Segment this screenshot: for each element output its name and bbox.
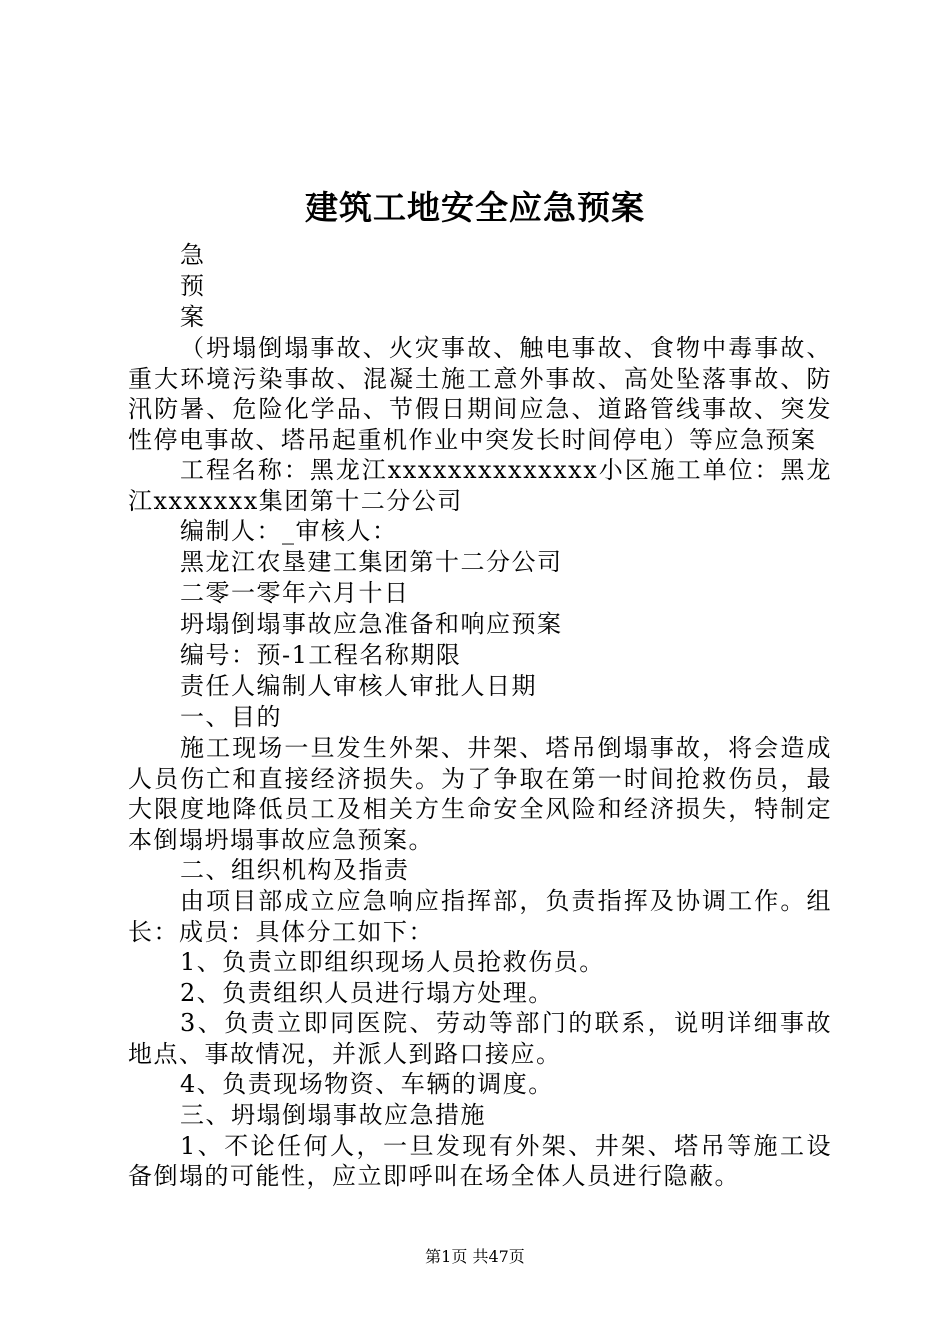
vertical-char-1: 急 [180, 241, 206, 269]
page-footer: 第1页 共47页 [425, 1247, 525, 1266]
duty-item: 3、负责立即同医院、劳动等部门的联系，说明详细事故地点、事故情况，并派人到路口接应。 [128, 1009, 832, 1068]
duty-item: 2、负责组织人员进行塌方处理。 [180, 978, 554, 1007]
section-paragraph-purpose: 施工现场一旦发生外架、井架、塔吊倒塌事故，将会造成人员伤亡和直接经济损失。为了争取在第一时间抢救伤员，最大限度地降低员工及相关方生命安全风险和经济损失，特制定本倒塌坍塌事故应急预案。 [128, 734, 832, 854]
number-line: 编号：预-1工程名称期限 [180, 641, 462, 669]
section-paragraph-organization: 由项目部成立应急响应指挥部，负责指挥及协调工作。组长：成员：具体分工如下： [128, 887, 832, 946]
duty-item: 4、负责现场物资、车辆的调度。 [180, 1070, 554, 1098]
duty-item: 1、负责立即组织现场人员抢救伤员。 [180, 948, 605, 976]
compiler-line: 编制人：_审核人： [180, 517, 398, 545]
document-date: 二零一零年六月十日 [180, 579, 410, 607]
section-paragraph-measures: 1、不论任何人，一旦发现有外架、井架、塔吊等施工设备倒塌的可能性，应立即呼叫在场全体人员进行隐蔽。 [128, 1131, 832, 1190]
project-line: 工程名称：黑龙江xxxxxxxxxxxxxx小区施工单位：黑龙江xxxxxxx集团第十二分公司 [128, 456, 832, 515]
document-body [128, 240, 832, 1192]
vertical-char-2: 预 [180, 272, 206, 300]
vertical-char-3: 案 [180, 303, 206, 331]
intro-paragraph: （坍塌倒塌事故、火灾事故、触电事故、食物中毒事故、重大环境污染事故、混凝土施工意外事故、高处坠落事故、防汛防暑、危险化学品、节假日期间应急、道路管线事故、突发性停电事故、塔吊起重机作业中突发长时间停电）等应急预案 [128, 334, 832, 454]
document-title: 建筑工地安全应急预案 [305, 188, 645, 227]
company-name: 黑龙江农垦建工集团第十二分公司 [180, 548, 563, 576]
section-heading-organization: 二、组织机构及指责 [180, 856, 410, 884]
plan-title: 坍塌倒塌事故应急准备和响应预案 [180, 610, 563, 638]
section-heading-purpose: 一、目的 [180, 703, 282, 731]
responsibility-line: 责任人编制人审核人审批人日期 [180, 672, 537, 700]
section-heading-measures: 三、坍塌倒塌事故应急措施 [180, 1100, 486, 1129]
